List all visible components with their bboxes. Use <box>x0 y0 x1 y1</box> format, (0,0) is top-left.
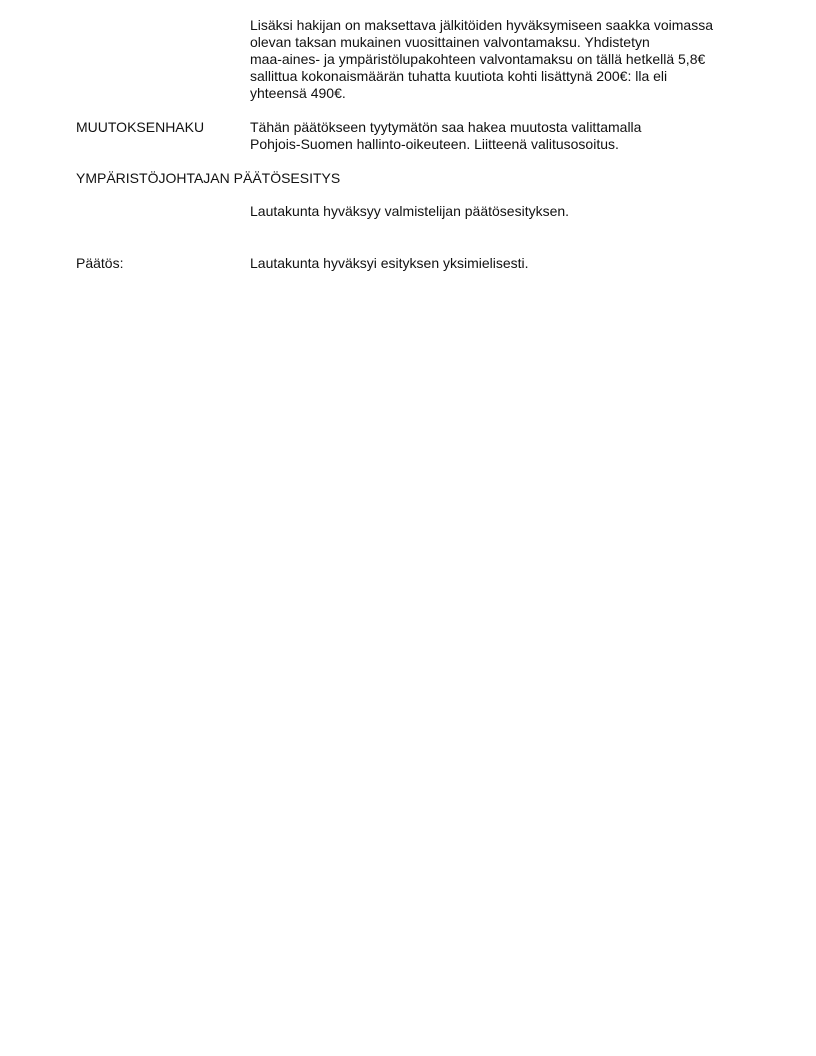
paragraph-line: Pohjois-Suomen hallinto-oikeuteen. Liitteenä valitusosoitus. <box>250 136 619 152</box>
appeal-paragraph <box>250 119 746 153</box>
paragraph-line: maa-aines- ja ympäristölupakohteen valvontamaksu on tällä hetkellä 5,8€ <box>250 51 706 67</box>
paragraph-line: Lisäksi hakijan on maksettava jälkitöiden hyväksymiseen saakka voimassa <box>250 17 713 33</box>
supervision-fee-paragraph <box>250 17 746 102</box>
decision-text: Lautakunta hyväksyi esityksen yksimielisesti. <box>250 255 529 271</box>
decision-label: Päätös: <box>76 255 124 271</box>
paragraph-line: Tähän päätökseen tyytymätön saa hakea muutosta valittamalla <box>250 119 642 135</box>
paragraph-line: sallittua kokonaismäärän tuhatta kuutiota kohti lisättynä 200€: lla eli <box>250 68 668 84</box>
paragraph-line: yhteensä 490€. <box>250 85 346 101</box>
proposal-heading: YMPÄRISTÖJOHTAJAN PÄÄTÖSESITYS <box>76 170 341 186</box>
paragraph-line: olevan taksan mukainen vuosittainen valvontamaksu. Yhdistetyn <box>250 34 650 50</box>
proposal-text: Lautakunta hyväksyy valmistelijan päätösesityksen. <box>250 203 570 219</box>
appeal-label: MUUTOKSENHAKU <box>76 119 205 135</box>
